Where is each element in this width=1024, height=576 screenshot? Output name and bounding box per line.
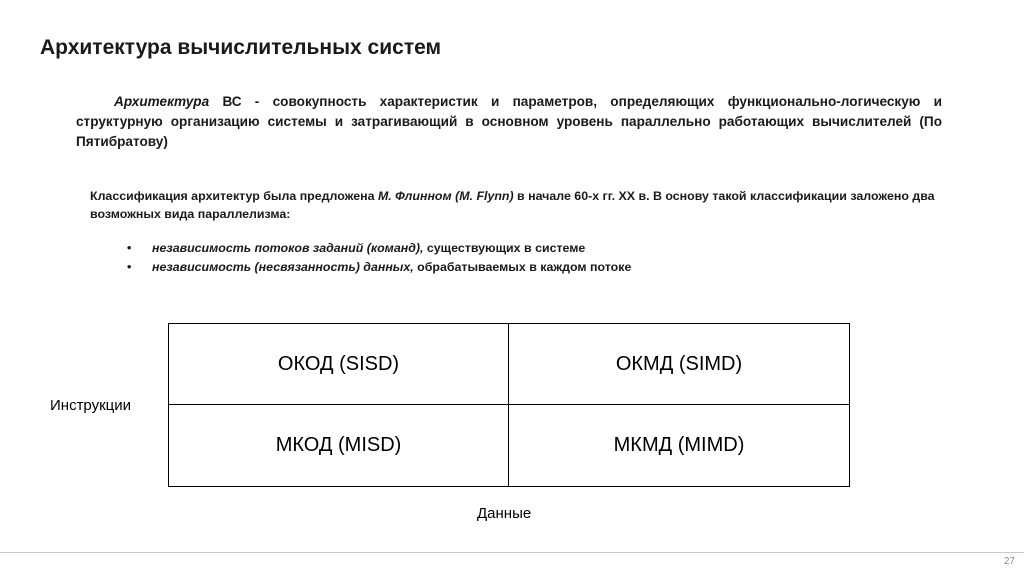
classification-rest: в начале 60-х гг. XX в. В основу такой классификации заложено два возможных вида параллелизма:: [90, 189, 935, 221]
cell-simd: ОКМД (SIMD): [509, 324, 849, 405]
list-item-text: существующих в системе: [423, 241, 586, 255]
classification-intro: Классификация архитектур была предложена: [90, 189, 378, 203]
instructions-axis-label: Инструкции: [50, 397, 132, 414]
data-axis-label: Данные: [477, 505, 532, 522]
classification-paragraph: [90, 187, 964, 223]
list-item-italic: независимость (несвязанность) данных,: [152, 260, 414, 274]
bullet-marker: •: [127, 260, 132, 274]
list-item: [124, 258, 631, 277]
footer-divider: [0, 552, 1024, 553]
definition-text: ВС - совокупность характеристик и параметров, определяющих функционально-логическую и структурную организацию системы и затрагивающий в основном уровень параллельно работающих вычислителей (По Пятибратову): [76, 94, 942, 149]
list-item: [124, 239, 631, 258]
slide-title: Архитектура вычислительных систем: [40, 36, 442, 59]
page-number: 27: [1003, 556, 1015, 567]
bullet-marker: •: [127, 241, 132, 255]
list-item-italic: независимость потоков заданий (команд),: [152, 241, 424, 255]
cell-sisd: ОКОД (SISD): [169, 324, 509, 405]
classification-author: М. Флинном (M. Flynn): [377, 189, 514, 203]
definition-paragraph: [76, 92, 942, 152]
parallelism-list: [124, 239, 631, 277]
cell-misd: МКОД (MISD): [169, 405, 509, 486]
list-item-text: обрабатываемых в каждом потоке: [413, 260, 632, 274]
definition-term: Архитектура: [114, 94, 210, 109]
cell-mimd: МКМД (MIMD): [613, 434, 745, 456]
flynn-taxonomy-table: [168, 323, 850, 487]
